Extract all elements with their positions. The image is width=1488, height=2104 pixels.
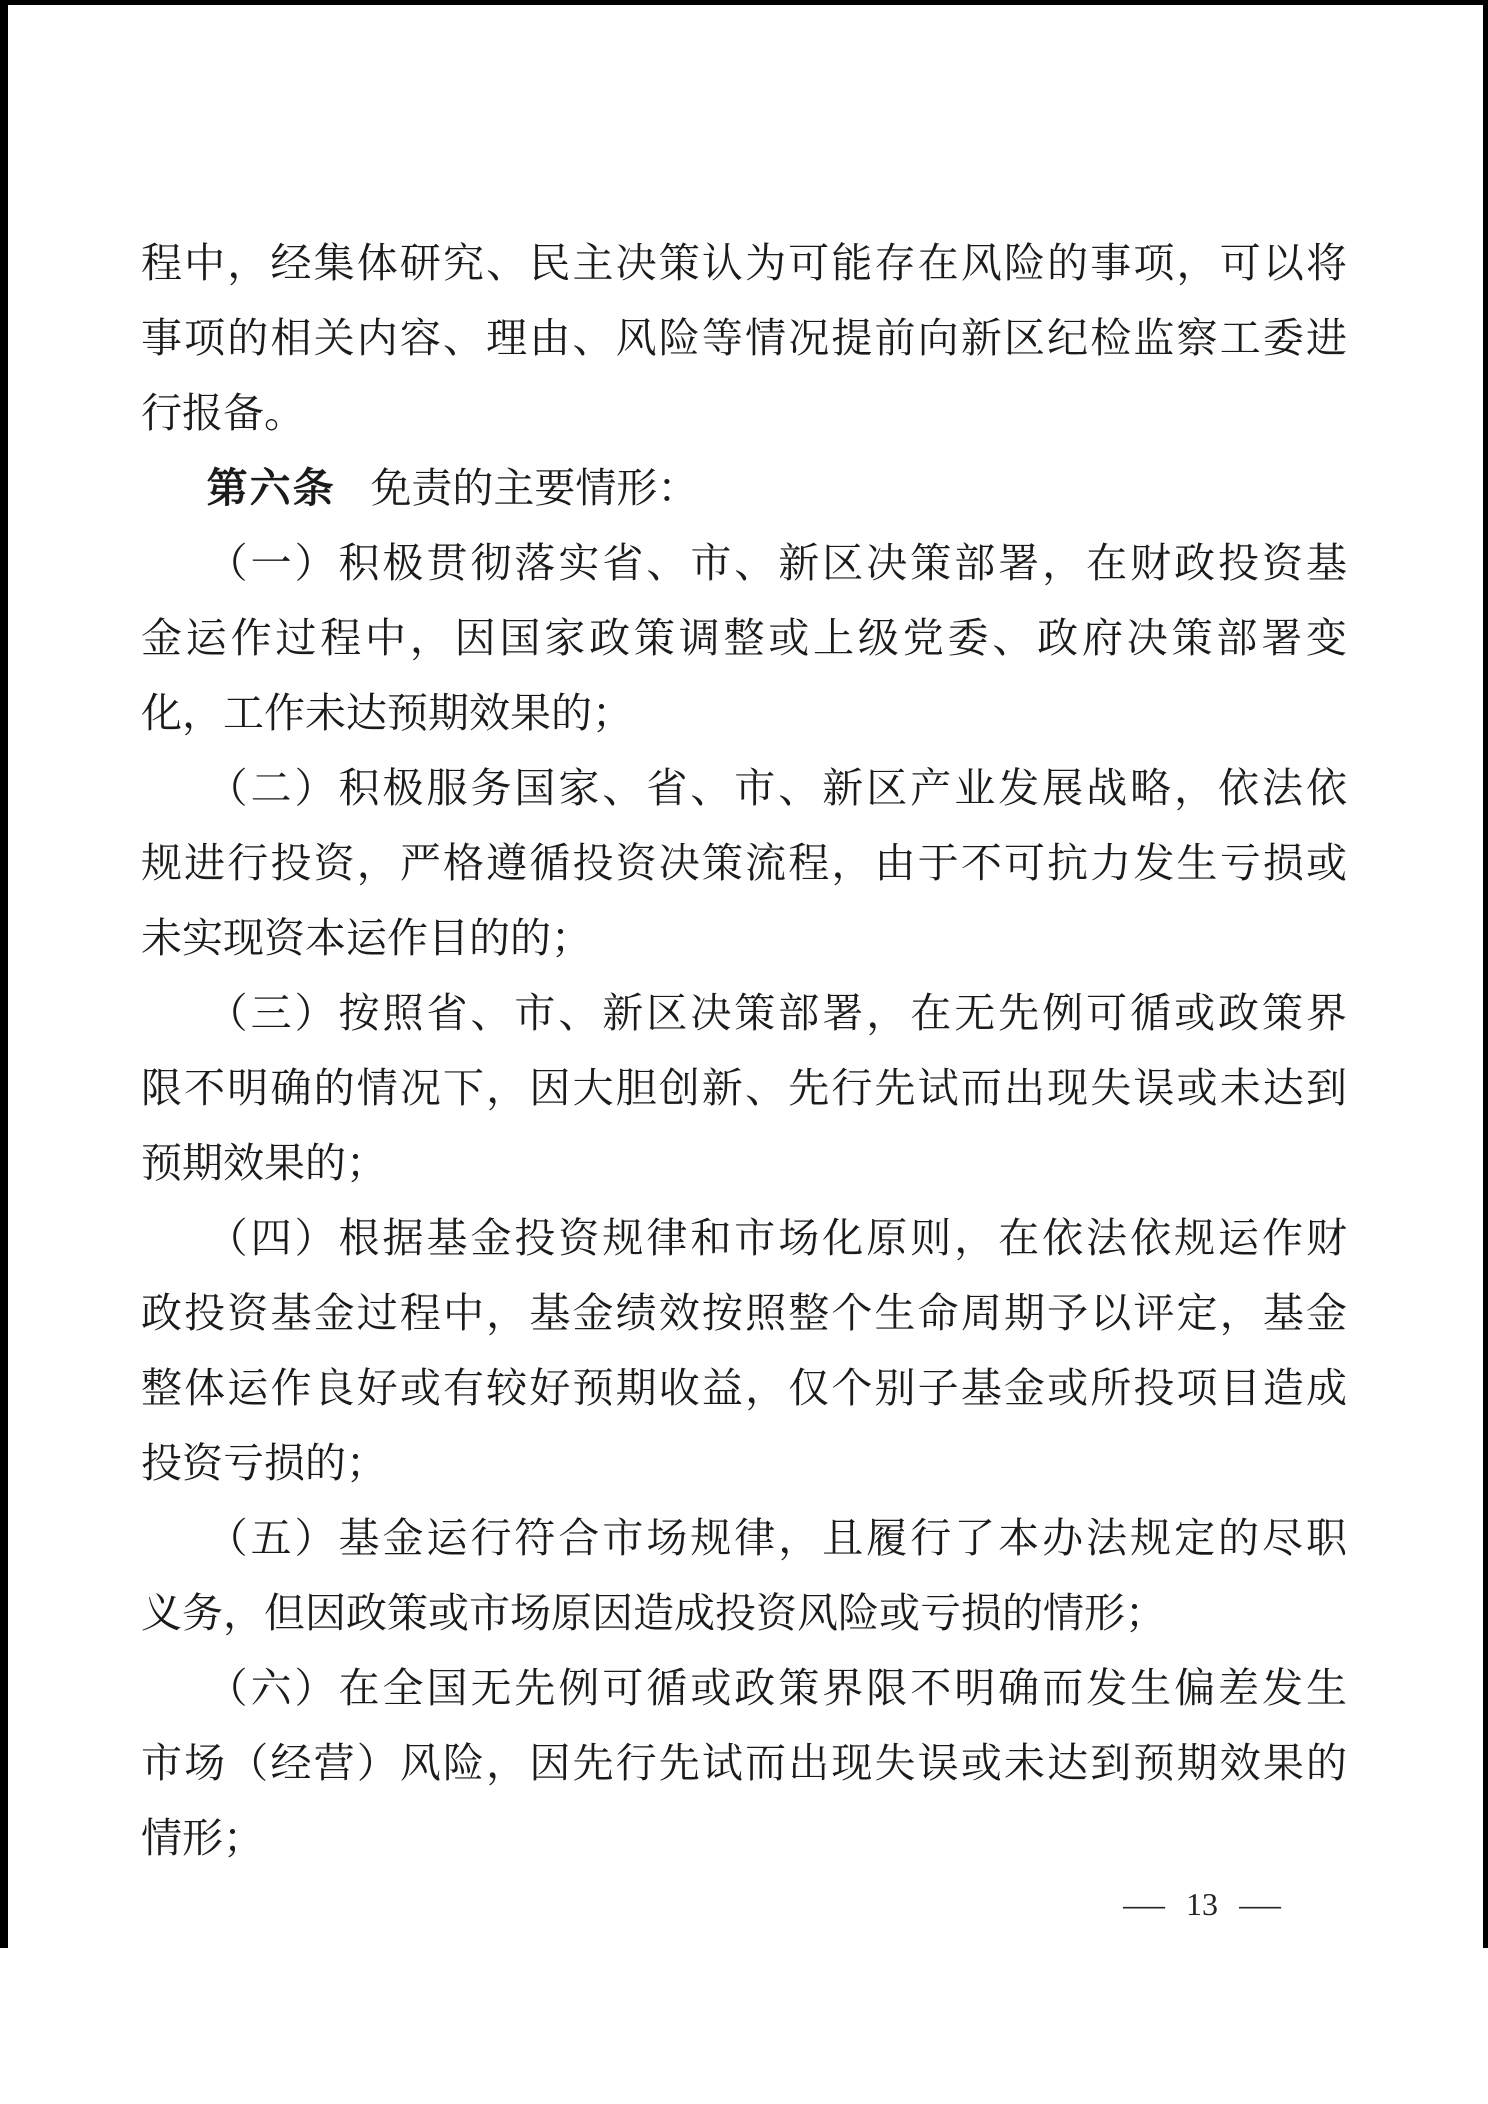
page-footer: [1123, 1884, 1281, 1924]
text-line: （四）根据基金投资规律和市场化原则，在依法依规运作财: [206, 1215, 1347, 1261]
scan-edge-top: [0, 0, 1488, 5]
text-line: 规进行投资，严格遵循投资决策流程，由于不可抗力发生亏损或: [141, 840, 1347, 886]
text-line: （一）积极贯彻落实省、市、新区决策部署，在财政投资基: [206, 540, 1347, 586]
text-line: 限不明确的情况下，因大胆创新、先行先试而出现失误或未达到: [141, 1065, 1347, 1111]
text-line: 化，工作未达预期效果的；: [141, 690, 633, 736]
text-column: [141, 226, 1347, 1876]
text-line: 义务，但因政策或市场原因造成投资风险或亏损的情形；: [141, 1590, 1166, 1636]
text-line: 市场（经营）风险，因先行先试而出现失误或未达到预期效果的: [141, 1740, 1347, 1786]
text-line: 预期效果的；: [141, 1140, 387, 1186]
article-number: 第六条: [206, 465, 336, 511]
scan-edge-right: [1483, 0, 1488, 1948]
text-line: 事项的相关内容、理由、风险等情况提前向新区纪检监察工委进: [141, 315, 1347, 361]
text-line: 行报备。: [141, 390, 305, 436]
text-line: 政投资基金过程中，基金绩效按照整个生命周期予以评定，基金: [141, 1290, 1347, 1336]
text-line: 程中，经集体研究、民主决策认为可能存在风险的事项，可以将: [141, 240, 1347, 286]
text-line: 整体运作良好或有较好预期收益，仅个别子基金或所投项目造成: [141, 1365, 1347, 1411]
article-title: 免责的主要情形：: [370, 465, 699, 511]
text-line: 未实现资本运作目的的；: [141, 915, 592, 961]
page-number: 13: [1186, 1886, 1218, 1922]
footer-dash-right: —: [1239, 1886, 1281, 1922]
text-line: 金运作过程中，因国家政策调整或上级党委、政府决策部署变: [141, 615, 1347, 661]
text-line: （二）积极服务国家、省、市、新区产业发展战略，依法依: [206, 765, 1347, 811]
text-line: 投资亏损的；: [141, 1440, 387, 1486]
text-line: （三）按照省、市、新区决策部署，在无先例可循或政策界: [206, 990, 1347, 1036]
text-line: （六）在全国无先例可循或政策界限不明确而发生偏差发生: [206, 1665, 1347, 1711]
text-line: （五）基金运行符合市场规律，且履行了本办法规定的尽职: [206, 1515, 1347, 1561]
scan-edge-left: [0, 0, 8, 1948]
text-line: 情形；: [141, 1815, 264, 1861]
footer-dash-left: —: [1123, 1886, 1165, 1922]
article-heading-line: [141, 451, 1347, 526]
